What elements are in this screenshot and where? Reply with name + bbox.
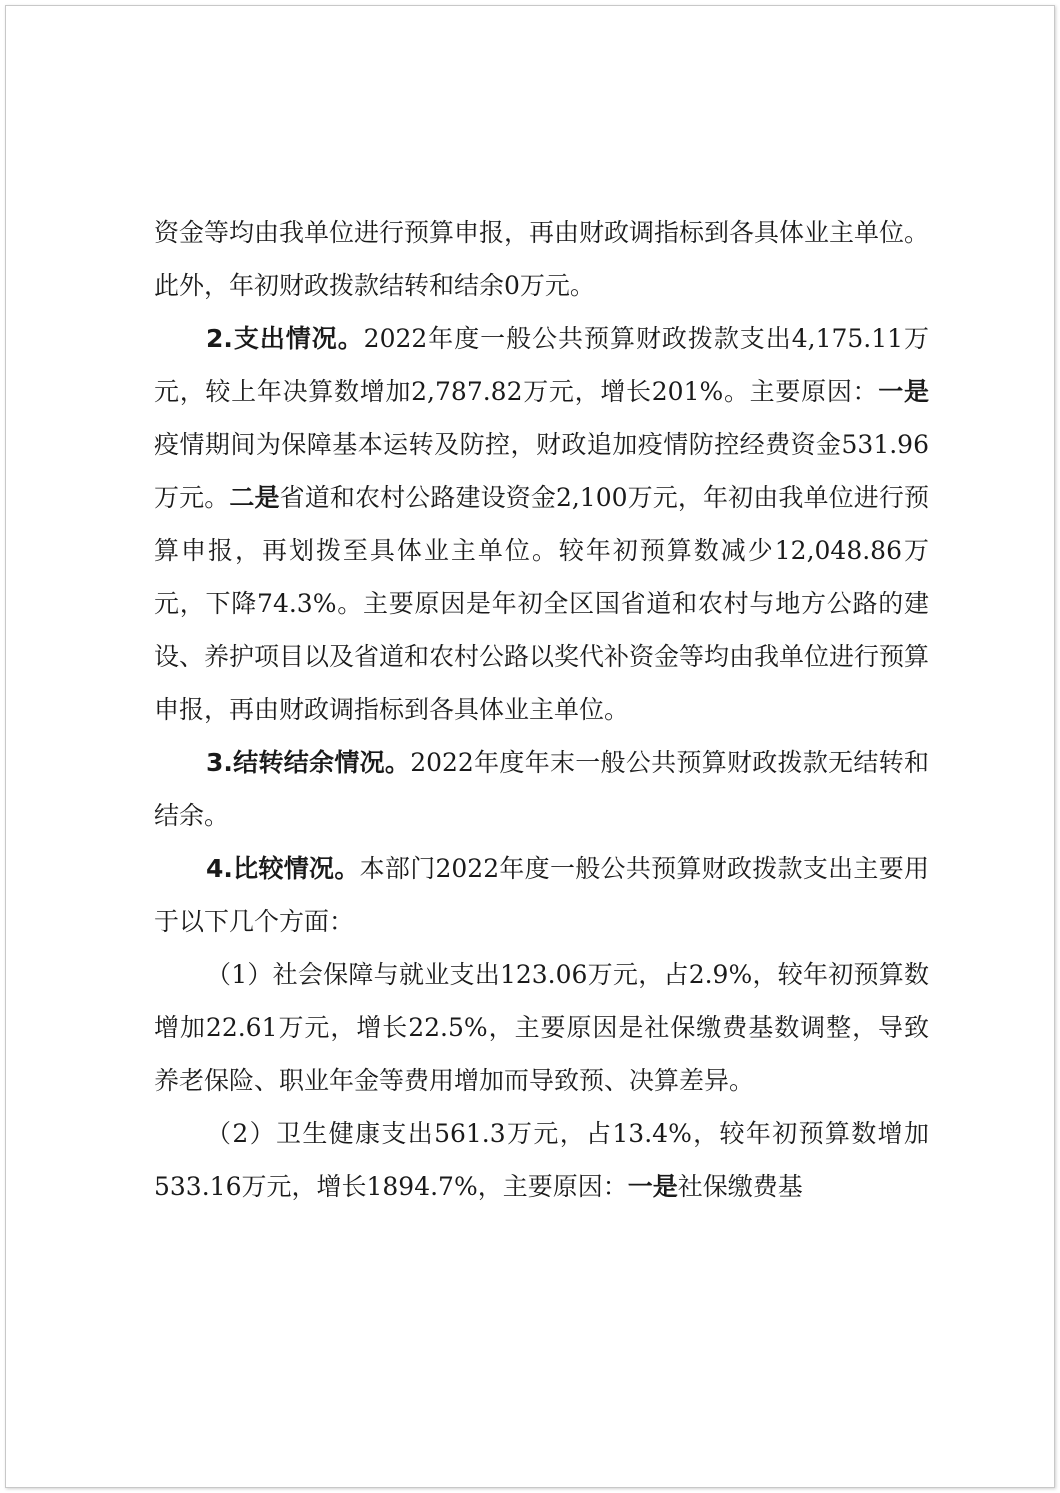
paragraph-text: 资金等均由我单位进行预算申报，再由财政调指标到各具体业主单位。此外，年初财政拨款结转和结余0万元。 bbox=[154, 218, 930, 300]
paragraph-text: 社保缴费基 bbox=[677, 1172, 803, 1201]
document-page bbox=[5, 5, 1055, 1488]
paragraph-text: （1）社会保障与就业支出123.06万元，占2.9%，较年初预算数增加22.61万元，增长22.5%，主要原因是社保缴费基数调整，导致养老保险、职业年金等费用增加而导致预、决算差异。 bbox=[154, 960, 929, 1095]
paragraph-text: 2022年度年末一般公共预算财政拨款无结转和结余。 bbox=[154, 748, 929, 830]
paragraph-text: （2）卫生健康支出561.3万元，占13.4%，较年初预算数增加533.16万元，增长1894.7%，主要原因： bbox=[154, 1119, 929, 1201]
paragraph-text: 本部门2022年度一般公共预算财政拨款支出主要用于以下几个方面： bbox=[154, 854, 929, 936]
paragraph-item-health bbox=[154, 1107, 929, 1213]
section-heading-carryover: 3.结转结余情况。 bbox=[206, 748, 411, 777]
emphasis-second: 二是 bbox=[229, 483, 280, 512]
document-body bbox=[154, 206, 929, 1213]
paragraph-funds-continued bbox=[154, 206, 929, 312]
section-heading-expenditure: 2.支出情况。 bbox=[206, 324, 364, 353]
paragraph-comparison bbox=[154, 842, 929, 948]
emphasis-first: 一是 bbox=[627, 1172, 678, 1201]
paragraph-text: 2022年度一般公共预算财政拨款支出4,175.11万元，较上年决算数增加2,787.82万元，增长201%。主要原因： bbox=[154, 324, 929, 406]
section-heading-comparison: 4.比较情况。 bbox=[206, 854, 360, 883]
paragraph-text: 疫情期间为保障基本运转及防控，财政追加疫情防控经费资金531.96万元。 bbox=[154, 430, 929, 512]
paragraph-expenditure bbox=[154, 312, 929, 736]
paragraph-carryover bbox=[154, 736, 929, 842]
paragraph-text: 省道和农村公路建设资金2,100万元，年初由我单位进行预算申报，再划拨至具体业主单位。较年初预算数减少12,048.86万元，下降74.3%。主要原因是年初全区国省道和农村与地方公路的建设、养护项目以及省道和农村公路以奖代补资金等均由我单位进行预算申报，再由财政调指标到各具体业主单位。 bbox=[154, 483, 930, 724]
emphasis-first: 一是 bbox=[878, 377, 929, 406]
paragraph-item-social-security bbox=[154, 948, 929, 1107]
